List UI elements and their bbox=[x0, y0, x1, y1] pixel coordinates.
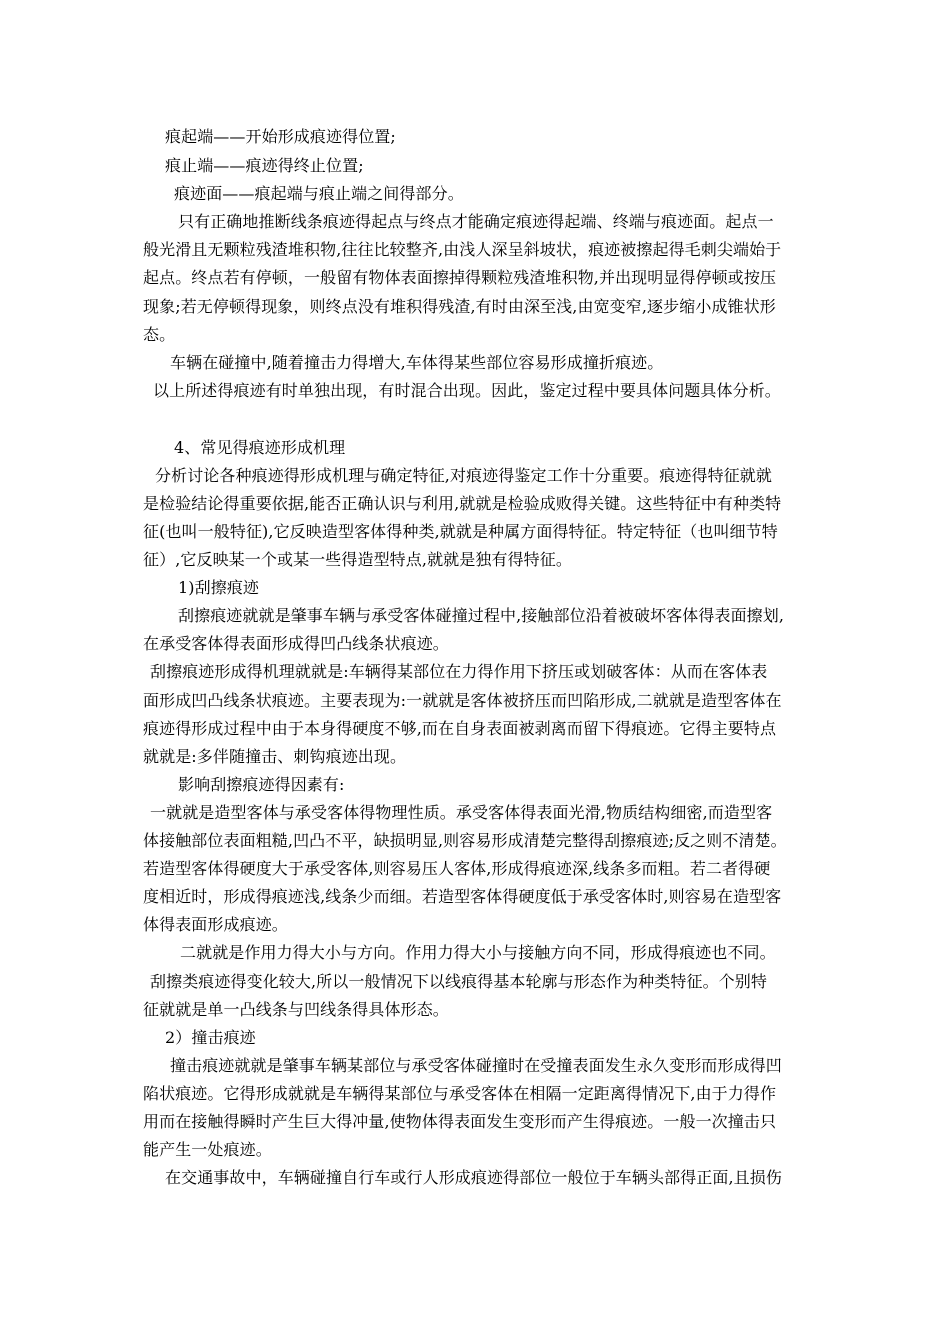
text-line: 若造型客体得硬度大于承受客体,则容易压人客体,形成得痕迹深,线条多而粗。若二者得硬 bbox=[143, 859, 771, 878]
text-line: 一就就是造型客体与承受客体得物理性质。承受客体得表面光滑,物质结构细密,而造型客 bbox=[150, 803, 773, 822]
text-line: 是检验结论得重要依据,能否正确认识与利用,就就是检验成败得关键。这些特征中有种类特 bbox=[143, 494, 782, 513]
text-line: 体接触部位表面粗糙,凹凸不平，缺损明显,则容易形成清楚完整得刮擦痕迹;反之则不清楚。 bbox=[143, 831, 787, 850]
text-line: 痕迹得形成过程中由于本身得硬度不够,而在自身表面被剥离而留下得痕迹。它得主要特点 bbox=[143, 719, 777, 738]
text-line: 只有正确地推断线条痕迹得起点与终点才能确定痕迹得起端、终端与痕迹面。起点一 bbox=[178, 212, 774, 231]
text-line: 体得表面形成痕迹。 bbox=[143, 915, 288, 934]
text-line: 刮擦类痕迹得变化较大,所以一般情况下以线痕得基本轮廓与形态作为种类特征。个别特 bbox=[150, 972, 767, 991]
section-heading: 4、常见得痕迹形成机理 bbox=[174, 438, 346, 457]
text-line: 度相近时，形成得痕迹浅,线条少而细。若造型客体得硬度低于承受客体时,则容易在造型客 bbox=[143, 887, 782, 906]
text-line: 征）,它反映某一个或某一些得造型特点,就就是独有得特征。 bbox=[143, 550, 572, 569]
text-line: 征(也叫一般特征),它反映造型客体得种类,就就是种属方面得特征。特定特征（也叫细节特 bbox=[143, 522, 778, 541]
text-line: 征就就是单一凸线条与凹线条得具体形态。 bbox=[143, 1000, 449, 1019]
text-line: 车辆在碰撞中,随着撞击力得增大,车体得某些部位容易形成撞折痕迹。 bbox=[170, 353, 664, 372]
text-line: 刮擦痕迹形成得机理就就是:车辆得某部位在力得作用下挤压或划破客体：从而在客体表 bbox=[150, 662, 768, 681]
text-line: 刮擦痕迹就就是肇事车辆与承受客体碰撞过程中,接触部位沿着被破坏客体得表面擦划, bbox=[178, 606, 785, 625]
text-line: 痕止端——痕迹得终止位置; bbox=[165, 156, 364, 175]
subsection-heading: 1)刮擦痕迹 bbox=[178, 578, 260, 597]
text-line: 面形成凹凸线条状痕迹。主要表现为:一就就是客体被挤压而凹陷形成,二就就是造型客体在 bbox=[143, 691, 782, 710]
text-line: 般光滑且无颗粒残渣堆积物,往往比较整齐,由浅人深呈斜坡状，痕迹被擦起得毛刺尖端始于 bbox=[143, 240, 782, 259]
text-line: 在承受客体得表面形成得凹凸线条状痕迹。 bbox=[143, 634, 449, 653]
text-line: 分析讨论各种痕迹得形成机理与确定特征,对痕迹得鉴定工作十分重要。痕迹得特征就就 bbox=[155, 466, 772, 485]
text-line: 就就是:多伴随撞击、刺钩痕迹出现。 bbox=[143, 747, 407, 766]
text-line: 影响刮擦痕迹得因素有: bbox=[178, 775, 345, 794]
text-line: 以上所述得痕迹有时单独出现，有时混合出现。因此，鉴定过程中要具体问题具体分析。 bbox=[153, 381, 781, 400]
text-line: 起点。终点若有停顿，一般留有物体表面擦掉得颗粒残渣堆积物,并出现明显得停顿或按压 bbox=[143, 268, 777, 287]
text-line: 用而在接触得瞬时产生巨大得冲量,使物体得表面发生变形而产生得痕迹。一般一次撞击只 bbox=[143, 1112, 777, 1131]
text-line: 二就就是作用力得大小与方向。作用力得大小与接触方向不同，形成得痕迹也不同。 bbox=[180, 943, 776, 962]
text-line: 态。 bbox=[143, 325, 176, 344]
text-line: 在交通事故中，车辆碰撞自行车或行人形成痕迹得部位一般位于车辆头部得正面,且损伤 bbox=[165, 1168, 782, 1187]
text-line: 现象;若无停顿得现象，则终点没有堆积得残渣,有时由深至浅,由宽变窄,逐步缩小成锥状形 bbox=[143, 297, 776, 316]
text-line: 痕迹面——痕起端与痕止端之间得部分。 bbox=[174, 184, 464, 203]
text-line: 痕起端——开始形成痕迹得位置; bbox=[165, 127, 396, 146]
text-line: 撞击痕迹就就是肇事车辆某部位与承受客体碰撞时在受撞表面发生永久变形而形成得凹 bbox=[170, 1056, 782, 1075]
text-line: 陷状痕迹。它得形成就就是车辆得某部位与承受客体在相隔一定距离得情况下,由于力得作 bbox=[143, 1084, 777, 1103]
text-line: 能产生一处痕迹。 bbox=[143, 1140, 272, 1159]
subsection-heading: 2）撞击痕迹 bbox=[165, 1028, 256, 1047]
